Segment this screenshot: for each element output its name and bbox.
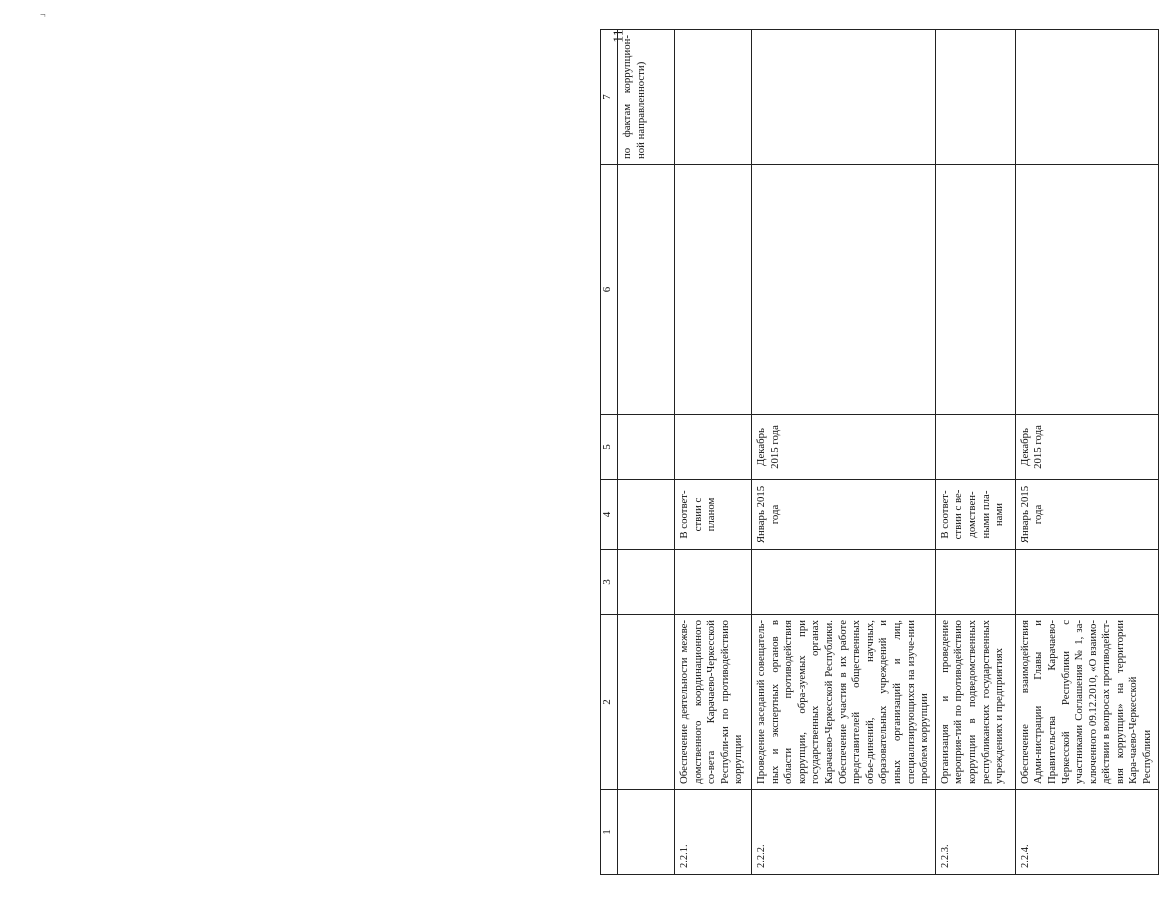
end-date: Декабрь 2015 года bbox=[1015, 415, 1158, 480]
event-description: Обеспечение деятельности межве-домственного координационного со-вета Карачаево-Черкесской Республи-ки по противодействию коррупции bbox=[675, 615, 752, 790]
column-header-5: 5 bbox=[601, 415, 618, 480]
end-date: Декабрь 2015 года bbox=[752, 415, 936, 480]
item-number: 2.2.2. bbox=[752, 790, 936, 875]
column-header-6: 6 bbox=[601, 165, 618, 415]
executor-cell bbox=[675, 550, 752, 615]
column-header-7: 7 bbox=[601, 30, 618, 165]
result-cell bbox=[752, 165, 936, 415]
event-description: Проведение заседаний совещатель-ных и экспертных органов в области противодействия коррупции, обра-зуемых при государственных органах Карачаево-Черкесской Республики. Обеспечение участия в их работе представителей общественных объе-динений, научных, образовательных учреждений и иных организаций и лиц, специализирующихся на изуче-нии проблем коррупции bbox=[752, 615, 936, 790]
note-cell bbox=[675, 30, 752, 165]
column-header-4: 4 bbox=[601, 480, 618, 550]
start-date: Январь 2015 года bbox=[752, 480, 936, 550]
item-number: 2.2.1. bbox=[675, 790, 752, 875]
scan-mark: ¬ bbox=[40, 10, 46, 21]
result-cell bbox=[675, 165, 752, 415]
event-description: Организация и проведение мероприя-тий по противодействию коррупции в подведомственных республиканских государственных учреждениях и предприятиях bbox=[935, 615, 1015, 790]
column-header-1: 1 bbox=[601, 790, 618, 875]
cell bbox=[618, 415, 675, 480]
column-header-2: 2 bbox=[601, 615, 618, 790]
cell bbox=[618, 550, 675, 615]
item-number: 2.2.3. bbox=[935, 790, 1015, 875]
start-date: Январь 2015 года bbox=[1015, 480, 1158, 550]
result-cell bbox=[935, 165, 1015, 415]
event-description: Обеспечение взаимодействия Адми-нистрации Главы и Правительства Карачаево-Черкесской Республики с участниками Соглашения № 1, за-ключенного 09.12.2010, «О взаимо-действии в вопросах противодейст-вия коррупции» на территории Кара-чаево-Черкесской Республики bbox=[1015, 615, 1158, 790]
table-row bbox=[675, 30, 752, 875]
cell bbox=[618, 165, 675, 415]
executor-cell bbox=[752, 550, 936, 615]
cell bbox=[618, 790, 675, 875]
end-date bbox=[675, 415, 752, 480]
executor-cell bbox=[935, 550, 1015, 615]
cell bbox=[618, 615, 675, 790]
column-header-3: 3 bbox=[601, 550, 618, 615]
note-cell bbox=[1015, 30, 1158, 165]
rotated-table-wrapper bbox=[600, 30, 1160, 875]
continuation-row bbox=[618, 30, 675, 875]
header-row bbox=[601, 30, 618, 875]
anticorruption-plan-table bbox=[600, 29, 1159, 875]
executor-cell bbox=[1015, 550, 1158, 615]
cell bbox=[618, 480, 675, 550]
start-date: В соответ-ствии с ве-домствен-ными пла-нами bbox=[935, 480, 1015, 550]
continuation-text: по фактам коррупцион-ной направленности) bbox=[618, 30, 675, 165]
note-cell bbox=[935, 30, 1015, 165]
table-row bbox=[752, 30, 936, 875]
table-row bbox=[935, 30, 1015, 875]
end-date bbox=[935, 415, 1015, 480]
start-date: В соответ-ствии с планом bbox=[675, 480, 752, 550]
page-number: 11 bbox=[611, 29, 627, 43]
table-row bbox=[1015, 30, 1158, 875]
result-cell bbox=[1015, 165, 1158, 415]
item-number: 2.2.4. bbox=[1015, 790, 1158, 875]
note-cell bbox=[752, 30, 936, 165]
